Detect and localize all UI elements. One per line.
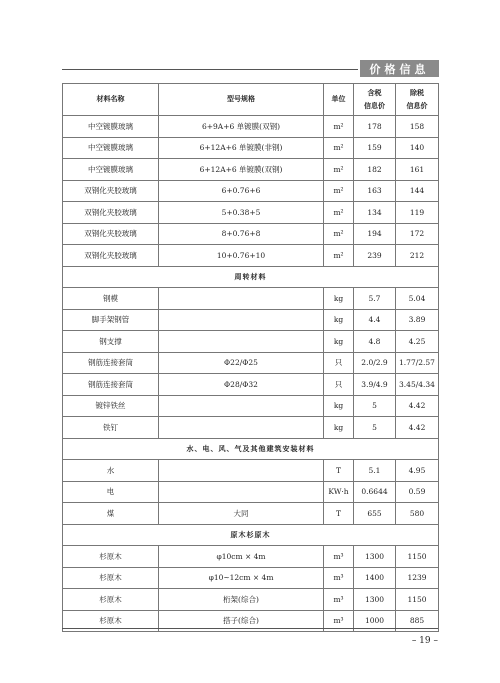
cell-tax-incl: 1300	[354, 546, 396, 568]
cell-name: 钢筋连接套筒	[63, 374, 159, 396]
cell-tax-excl: 885	[396, 610, 439, 632]
cell-name: 杉原木	[63, 610, 159, 632]
cell-spec: 大同	[159, 503, 324, 525]
cell-spec: Φ28/Φ32	[159, 374, 324, 396]
table-row	[63, 460, 439, 482]
header-spec: 型号规格	[159, 84, 324, 116]
table-row	[63, 159, 439, 181]
table-body	[63, 116, 439, 632]
cell-name: 杉原木	[63, 546, 159, 568]
cell-tax-incl: 159	[354, 137, 396, 159]
cell-unit: T	[324, 503, 354, 525]
cell-spec	[159, 417, 324, 439]
cell-tax-incl: 5	[354, 417, 396, 439]
cell-name: 钢模	[63, 288, 159, 310]
table-row	[63, 374, 439, 396]
table-row	[63, 546, 439, 568]
header-unit: 单位	[324, 84, 354, 116]
cell-spec: 5+0.38+5	[159, 202, 324, 224]
cell-name: 镀锌铁丝	[63, 395, 159, 417]
cell-tax-excl: 4.25	[396, 331, 439, 353]
table-row	[63, 309, 439, 331]
cell-unit: KW·h	[324, 481, 354, 503]
cell-tax-excl: 4.95	[396, 460, 439, 482]
table-row	[63, 223, 439, 245]
table-row	[63, 331, 439, 353]
cell-tax-incl: 1000	[354, 610, 396, 632]
cell-name: 双钢化夹胶玻璃	[63, 223, 159, 245]
cell-tax-incl: 5.7	[354, 288, 396, 310]
cell-name: 杉原木	[63, 567, 159, 589]
table-row	[63, 202, 439, 224]
cell-spec: 搭子(综合)	[159, 610, 324, 632]
cell-spec: φ10~12cm × 4m	[159, 567, 324, 589]
cell-unit: m²	[324, 223, 354, 245]
table-row	[63, 116, 439, 138]
cell-name: 铁钉	[63, 417, 159, 439]
cell-spec: 6+9A+6 单镀膜(双钢)	[159, 116, 324, 138]
cell-name: 钢筋连接套筒	[63, 352, 159, 374]
footer-rule	[62, 628, 438, 629]
page-number: – 19 –	[411, 636, 438, 646]
cell-spec	[159, 395, 324, 417]
table-row	[63, 589, 439, 611]
cell-tax-incl: 655	[354, 503, 396, 525]
cell-spec: 6+0.76+6	[159, 180, 324, 202]
cell-tax-excl: 161	[396, 159, 439, 181]
cell-unit: m²	[324, 159, 354, 181]
table-header-row	[63, 84, 439, 116]
table-row	[63, 481, 439, 503]
cell-spec	[159, 309, 324, 331]
header-tax-excl: 除税 信息价	[396, 84, 439, 116]
table-row	[63, 503, 439, 525]
cell-unit: kg	[324, 417, 354, 439]
cell-tax-excl: 172	[396, 223, 439, 245]
cell-unit: m²	[324, 245, 354, 267]
cell-tax-excl: 1239	[396, 567, 439, 589]
cell-tax-incl: 178	[354, 116, 396, 138]
cell-name: 中空镀膜玻璃	[63, 159, 159, 181]
cell-unit: m³	[324, 567, 354, 589]
cell-tax-excl: 4.42	[396, 395, 439, 417]
cell-tax-incl: 3.9/4.9	[354, 374, 396, 396]
section-badge: 价格信息	[360, 60, 439, 77]
cell-tax-incl: 4.4	[354, 309, 396, 331]
section-header-row	[63, 266, 439, 288]
cell-tax-excl: 212	[396, 245, 439, 267]
cell-spec: 桁架(综合)	[159, 589, 324, 611]
cell-name: 双钢化夹胶玻璃	[63, 180, 159, 202]
cell-unit: m²	[324, 137, 354, 159]
cell-tax-incl: 2.0/2.9	[354, 352, 396, 374]
cell-tax-excl: 119	[396, 202, 439, 224]
cell-unit: m³	[324, 610, 354, 632]
header-tax-incl: 含税 信息价	[354, 84, 396, 116]
cell-unit: m²	[324, 116, 354, 138]
cell-spec	[159, 331, 324, 353]
cell-tax-incl: 4.8	[354, 331, 396, 353]
cell-tax-incl: 5.1	[354, 460, 396, 482]
cell-tax-incl: 1300	[354, 589, 396, 611]
cell-tax-excl: 1150	[396, 589, 439, 611]
cell-name: 杉原木	[63, 589, 159, 611]
cell-spec: 6+12A+6 单镀膜(非钢)	[159, 137, 324, 159]
table-row	[63, 245, 439, 267]
cell-name: 中空镀膜玻璃	[63, 116, 159, 138]
table-row	[63, 180, 439, 202]
cell-unit: kg	[324, 331, 354, 353]
cell-spec	[159, 288, 324, 310]
cell-tax-incl: 239	[354, 245, 396, 267]
cell-spec	[159, 481, 324, 503]
table-row	[63, 417, 439, 439]
cell-spec: φ10cm × 4m	[159, 546, 324, 568]
cell-name: 双钢化夹胶玻璃	[63, 245, 159, 267]
section-title: 周转材料	[63, 266, 439, 288]
cell-unit: kg	[324, 309, 354, 331]
cell-unit: m³	[324, 589, 354, 611]
cell-tax-incl: 163	[354, 180, 396, 202]
cell-tax-incl: 194	[354, 223, 396, 245]
cell-spec	[159, 460, 324, 482]
cell-name: 电	[63, 481, 159, 503]
section-title: 原木杉原木	[63, 524, 439, 546]
cell-tax-incl: 182	[354, 159, 396, 181]
cell-tax-excl: 140	[396, 137, 439, 159]
cell-tax-incl: 5	[354, 395, 396, 417]
cell-tax-incl: 1400	[354, 567, 396, 589]
price-table	[62, 83, 439, 632]
cell-unit: 只	[324, 352, 354, 374]
cell-unit: m²	[324, 202, 354, 224]
cell-tax-incl: 134	[354, 202, 396, 224]
cell-tax-excl: 1.77/2.57	[396, 352, 439, 374]
cell-name: 煤	[63, 503, 159, 525]
cell-tax-excl: 4.42	[396, 417, 439, 439]
table-row	[63, 567, 439, 589]
cell-tax-incl: 0.6644	[354, 481, 396, 503]
header-name: 材料名称	[63, 84, 159, 116]
table-row	[63, 137, 439, 159]
cell-tax-excl: 3.89	[396, 309, 439, 331]
cell-spec: Φ22/Φ25	[159, 352, 324, 374]
section-header-row	[63, 524, 439, 546]
section-title: 水、电、风、气及其他建筑安装材料	[63, 438, 439, 460]
cell-spec: 6+12A+6 单镀膜(双钢)	[159, 159, 324, 181]
cell-spec: 8+0.76+8	[159, 223, 324, 245]
cell-tax-excl: 580	[396, 503, 439, 525]
cell-tax-excl: 1150	[396, 546, 439, 568]
section-header-row	[63, 438, 439, 460]
cell-unit: kg	[324, 288, 354, 310]
cell-name: 双钢化夹胶玻璃	[63, 202, 159, 224]
cell-unit: T	[324, 460, 354, 482]
table-row	[63, 288, 439, 310]
cell-name: 脚手架钢管	[63, 309, 159, 331]
cell-unit: 只	[324, 374, 354, 396]
cell-tax-excl: 0.59	[396, 481, 439, 503]
table-row	[63, 352, 439, 374]
cell-name: 水	[63, 460, 159, 482]
cell-name: 钢支撑	[63, 331, 159, 353]
cell-unit: m³	[324, 546, 354, 568]
cell-tax-excl: 3.45/4.34	[396, 374, 439, 396]
cell-unit: m²	[324, 180, 354, 202]
cell-tax-excl: 144	[396, 180, 439, 202]
cell-tax-excl: 5.04	[396, 288, 439, 310]
table-row	[63, 395, 439, 417]
cell-spec: 10+0.76+10	[159, 245, 324, 267]
cell-unit: kg	[324, 395, 354, 417]
cell-name: 中空镀膜玻璃	[63, 137, 159, 159]
header-rule	[62, 69, 358, 70]
cell-tax-excl: 158	[396, 116, 439, 138]
